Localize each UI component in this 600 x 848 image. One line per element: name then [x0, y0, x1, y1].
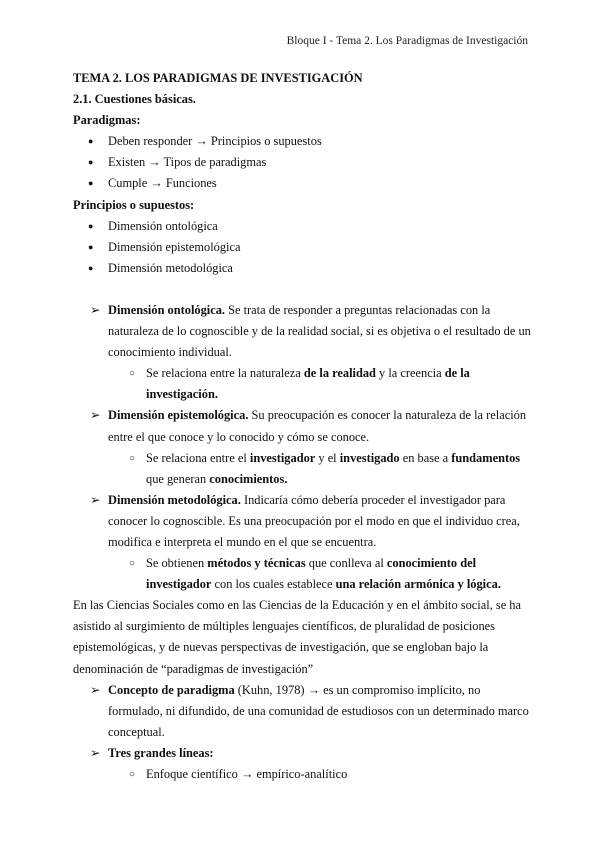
text: que generan — [146, 471, 210, 486]
text: Indicaría cómo debería proceder el investigador para conocer lo cognoscible. Es una preocupación por el modo en que el individuo crea, modifica e interpreta el mundo en el que se encuentra. — [108, 492, 520, 549]
bold-text: de la realidad — [303, 366, 376, 381]
text: En las Ciencias Sociales como en las Ciencias de la Educación y en el ámbito social, se ha asistido al surgimiento de múltiples lenguajes científicos, de pluralidad de posiciones epistemológicas, y de nuevas perspectivas de investigación, que se engloban bajo la denominación de “paradigmas de investigación” — [73, 598, 521, 676]
circle-bullet-icon: ○ — [129, 769, 136, 780]
text: y la creencia — [375, 366, 445, 381]
section-heading: 2.1. Cuestiones básicas. — [73, 92, 196, 107]
arrow-bullet-icon: ➢ — [90, 682, 101, 697]
bold-text: Dimensión epistemológica. — [108, 408, 249, 423]
bold-text: investigado — [339, 450, 400, 465]
bold-text: conocimientos. — [209, 471, 288, 486]
bold-text: Dimensión ontológica. — [108, 302, 226, 317]
bold-text: una relación armónica y lógica. — [335, 577, 501, 592]
principios-heading: Principios o supuestos: — [73, 197, 195, 212]
text: Enfoque científico → empírico-analítico — [146, 767, 348, 781]
bold-text: fundamentos — [451, 450, 521, 465]
page-header: Bloque I - Tema 2. Los Paradigmas de Investigación — [286, 35, 528, 47]
content-blocks — [73, 300, 535, 785]
bullet-icon: ● — [88, 178, 94, 189]
sub-list-item — [73, 448, 535, 490]
list-item-text: Cumple → Funciones — [108, 176, 217, 191]
bullet-icon: ● — [88, 136, 94, 147]
text: Se relaciona entre la naturaleza — [146, 366, 304, 381]
arrow-bullet-icon: ➢ — [90, 408, 101, 423]
spacer — [73, 279, 535, 300]
list-item-text: Dimensión metodológica — [108, 260, 233, 275]
list-item-text: Dimensión ontológica — [108, 218, 218, 233]
list-item — [73, 258, 535, 279]
list-item-text: Existen → Tipos de paradigmas — [108, 155, 267, 170]
circle-bullet-icon: ○ — [129, 368, 136, 380]
text: (Kuhn, 1978) → es un compromiso implícito, no formulado, ni difundido, de una comunidad de estudiosos con un determinado marco conceptual. — [108, 682, 529, 739]
bold-text: Concepto de paradigma — [108, 682, 235, 697]
text: con los cuales establece — [211, 577, 336, 592]
sub-list-item — [73, 764, 535, 785]
arrow-list-item — [73, 300, 535, 363]
arrow-list-item — [73, 405, 535, 447]
text: Se relaciona entre el — [146, 450, 250, 465]
circle-bullet-icon: ○ — [129, 558, 136, 570]
text: Se obtienen — [146, 556, 208, 571]
paradigmas-heading: Paradigmas: — [73, 113, 141, 128]
document-body — [73, 68, 535, 785]
text: Se trata de responder a preguntas relacionadas con la naturaleza de lo cognoscible y de la realidad social, si es objetiva o el resultado de un conocimiento individual. — [108, 302, 531, 360]
text: que conlleva al — [305, 556, 387, 571]
text: y el — [315, 450, 340, 465]
list-item — [73, 173, 535, 194]
arrow-list-item — [73, 680, 535, 743]
bullet-icon: ● — [88, 262, 94, 273]
bullet-icon: ● — [88, 220, 94, 231]
document-title: TEMA 2. LOS PARADIGMAS DE INVESTIGACIÓN — [73, 71, 363, 85]
circle-bullet-icon: ○ — [129, 452, 136, 464]
arrow-bullet-icon: ➢ — [90, 302, 101, 317]
paragraph — [73, 595, 535, 679]
arrow-bullet-icon: ➢ — [90, 492, 101, 507]
arrow-list-item — [73, 490, 535, 553]
bullet-icon: ● — [88, 157, 94, 168]
sub-list-item — [73, 363, 535, 405]
list-item — [73, 216, 535, 237]
list-item — [73, 237, 535, 258]
bold-text: métodos y técnicas — [207, 556, 306, 571]
arrow-bullet-icon: ➢ — [90, 745, 101, 760]
text: Su preocupación es conocer la naturaleza de la relación entre el que conoce y lo conocido y cómo se conoce. — [108, 408, 527, 444]
list-item — [73, 152, 535, 173]
list-item — [73, 131, 535, 152]
list-item-text: Dimensión epistemológica — [108, 239, 241, 254]
bold-text: investigador — [249, 450, 316, 465]
list-item-text: Deben responder → Principios o supuestos — [108, 134, 322, 149]
arrow-list-item — [73, 743, 535, 764]
bold-text: Dimensión metodológica. — [108, 492, 241, 507]
text: en base a — [399, 450, 452, 465]
sub-list-item — [73, 553, 535, 595]
bullet-icon: ● — [88, 241, 94, 252]
bold-text: conocimiento del investigador — [146, 556, 477, 592]
bold-text: Tres grandes líneas: — [108, 745, 214, 760]
bold-text: de la investigación. — [146, 366, 470, 402]
